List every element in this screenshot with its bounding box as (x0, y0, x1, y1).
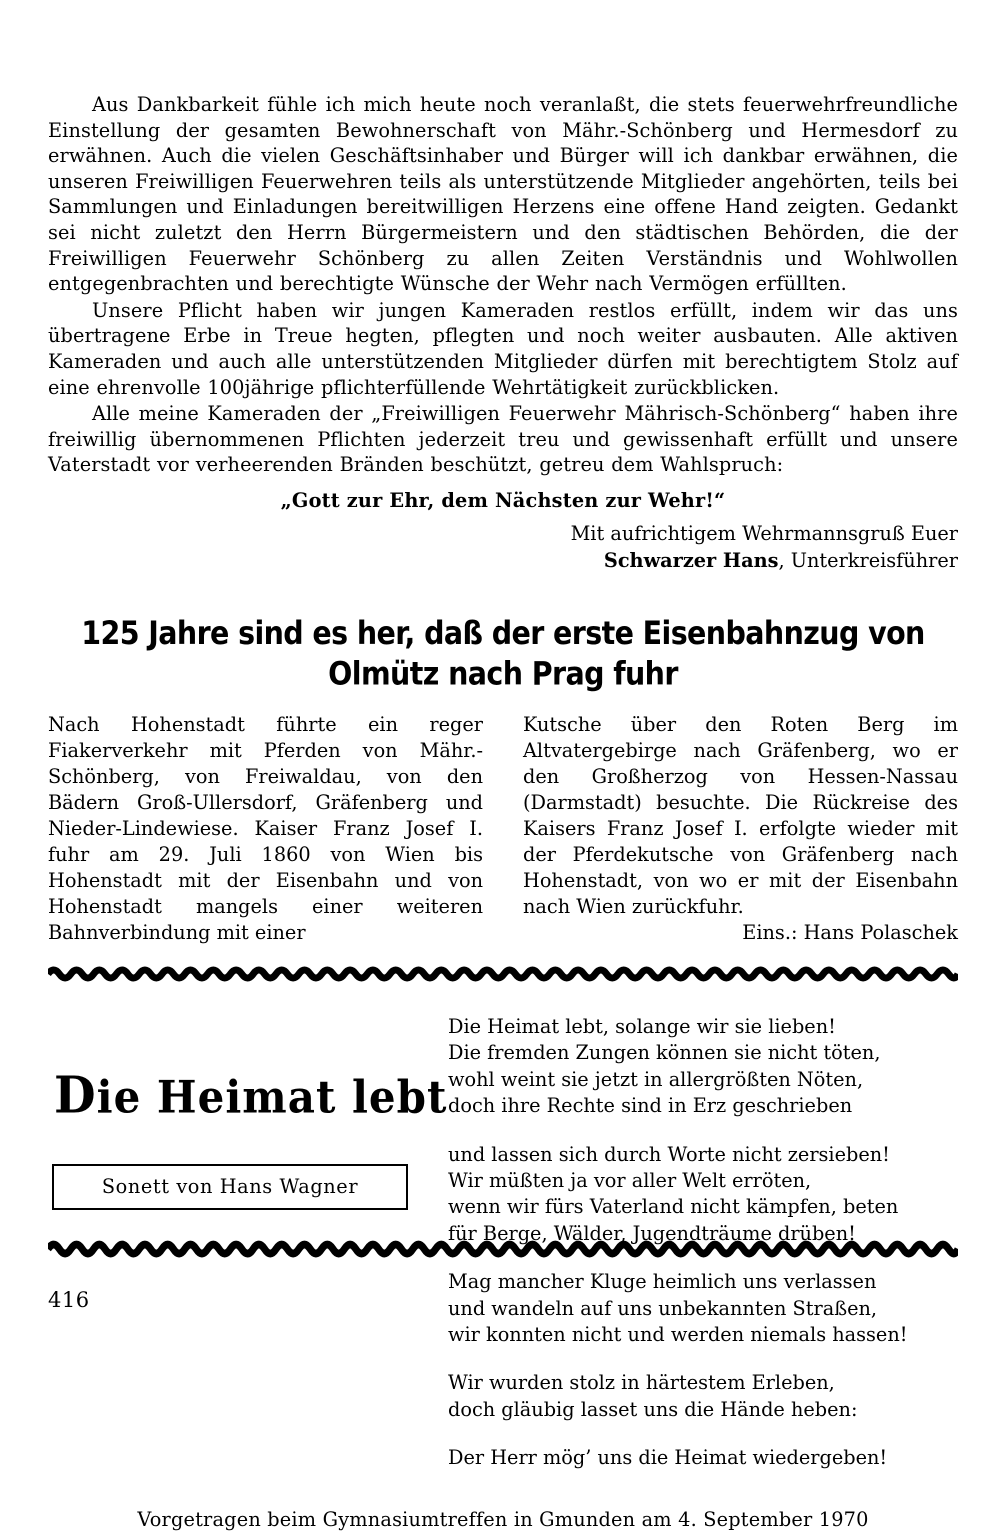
column-left (48, 712, 483, 946)
motto-quote: „Gott zur Ehr, dem Nächsten zur Wehr!“ (280, 488, 726, 512)
poem-title-rest: ie Heimat lebt (96, 1071, 448, 1124)
poem-stanza: und lassen sich durch Worte nicht zersieben! Wir müßten ja vor aller Welt erröten, wenn wir fürs Vaterland nicht kämpfen, beten für Berge, Wälder, Jugendträume drüben! (448, 1142, 899, 1245)
poem-stanza: Mag mancher Kluge heimlich uns verlassen und wandeln auf uns unbekannten Straßen, wir konnten nicht und werden niemals hassen! (448, 1270, 908, 1346)
paragraph: Kutsche über den Roten Berg im Altvatergebirge nach Gräfenberg, wo er den Großherzog von Hessen-Nassau (Darmstadt) besuchte. Die Rückreise des Kaisers Franz Josef I. erfolgte wieder mit der Pferdekutsche von Gräfenberg nach Hohenstadt, von wo er mit der Eisenbahn nach Wien zurückfuhr. (523, 712, 958, 918)
wavy-divider-bottom-icon (48, 1240, 958, 1258)
poem-stanza: Die Heimat lebt, solange wir sie lieben! Die fremden Zungen können sie nicht töten, wohl weint sie jetzt in allergrößten Nöten, doch ihre Rechte sind in Erz geschrieben (448, 1014, 881, 1118)
paragraph: Alle meine Kameraden der „Freiwilligen Feuerwehr Mährisch-Schönberg“ haben ihre freiwillig übernommenen Pflichten jederzeit treu und gewissenhaft erfüllt und unsere Vaterstadt vor verheerenden Bränden beschützt, getreu dem Wahlspruch: (48, 402, 958, 477)
paragraph: Unsere Pflicht haben wir jungen Kameraden restlos erfüllt, indem wir das uns übertragene Erbe in Treue hegten, pflegten und noch weiter ausbauten. Alle aktiven Kameraden und auch alle unterstützenden Mitglieder dürfen mit berechtigtem Stolz auf eine ehrenvolle 100jährige pflichterfüllende Wehrtätigkeit zurückblicken. (48, 298, 958, 399)
wavy-divider-icon (48, 966, 958, 982)
article-byline: Eins.: Hans Polaschek (742, 920, 958, 944)
poem-title (54, 1066, 448, 1125)
column-right (523, 712, 958, 946)
poem-stanza: Wir wurden stolz in härtestem Erleben, doch gläubig lasset uns die Hände heben: (448, 1371, 858, 1421)
poem-title-initial: D (54, 1065, 97, 1126)
closing-greeting: Mit aufrichtigem Wehrmannsgruß Euer (570, 521, 958, 545)
article-firefighter-thanks (48, 92, 958, 574)
signer-name: Schwarzer Hans (603, 548, 779, 572)
poem-stanza: Der Herr mög’ uns die Heimat wiedergeben! (448, 1446, 888, 1470)
poem-subtitle: Sonett von Hans Wagner (101, 1175, 359, 1199)
paragraph: Nach Hohenstadt führte ein reger Fiakerverkehr mit Pferden von Mähr.-Schönberg, von Freiwaldau, von den Bädern Groß-Ullersdorf, Gräfenberg und Nieder-Lindewiese. Kaiser Franz Josef I. fuhr am 29. Juli 1860 von Wien bis Hohenstadt mit der Eisenbahn und von Hohenstadt mangels einer weiteren Bahnverbindung mit einer (48, 712, 483, 944)
article-headline: 125 Jahre sind es her, daß der erste Eisenbahnzug von Olmütz nach Prag fuhr (81, 615, 925, 693)
page-content (48, 92, 958, 1531)
poem-footnote: Vorgetragen beim Gymnasiumtreffen in Gmunden am 4. September 1970 (137, 1507, 869, 1531)
poem-subtitle-box (52, 1164, 408, 1210)
signature-line (48, 547, 958, 574)
signer-title: , Unterkreisführer (778, 548, 958, 572)
two-column-body (48, 712, 958, 946)
page-number: 416 (48, 1288, 90, 1312)
paragraph: Aus Dankbarkeit fühle ich mich heute noch veranlaßt, die stets feuerwehrfreundliche Einstellung der gesamten Bewohnerschaft von Mähr.-Schönberg und Hermesdorf zu erwähnen. Auch die vielen Geschäftsinhaber und Bürger will ich dankbar erwähnen, die unseren Freiwilligen Feuerwehren teils als unterstützende Mitglieder angehörten, teils bei Sammlungen und Einladungen bereitwilligen Herzens eine offene Hand zeigten. Gedankt sei nicht zuletzt den Herrn Bürgermeistern und den städtischen Behörden, die der Freiwilligen Feuerwehr Schönberg zu allen Zeiten Verständnis und Wohlwollen entgegenbrachten und berechtigte Wünsche der Wehr nach Vermögen erfüllten. (48, 93, 958, 296)
